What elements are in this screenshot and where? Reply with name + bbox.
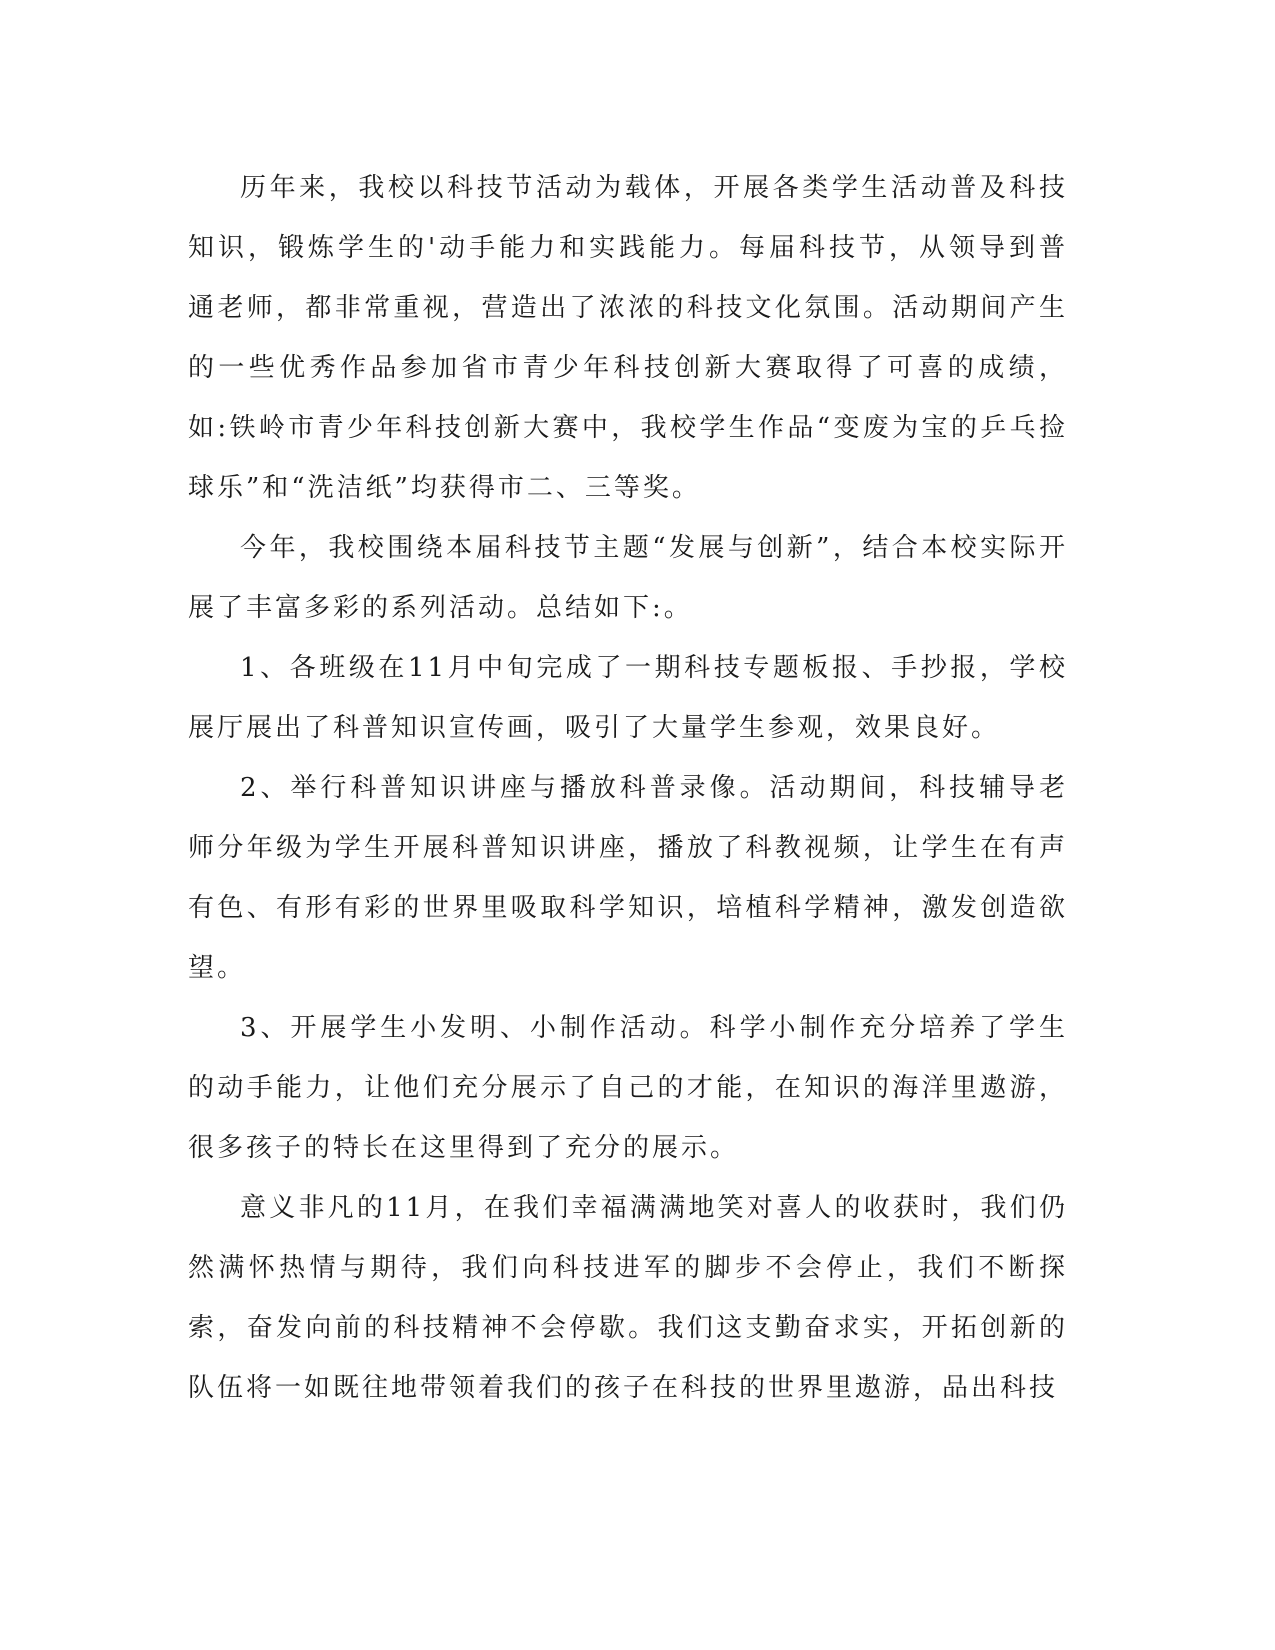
paragraph-conclusion: 意义非凡的11月，在我们幸福满满地笑对喜人的收获时，我们仍然满怀热情与期待，我们向科技进军的脚步不会停止，我们不断探索，奋发向前的科技精神不会停歇。我们这支勤奋求实，开拓创新的队伍将一如既往地带领着我们的孩子在科技的世界里遨游，品出科技 (188, 1193, 1068, 1403)
paragraph-item-1: 1、各班级在11月中旬完成了一期科技专题板报、手抄报，学校展厅展出了科普知识宣传画，吸引了大量学生参观，效果良好。 (188, 653, 1068, 743)
paragraph-history: 历年来，我校以科技节活动为载体，开展各类学生活动普及科技知识，锻炼学生的'动手能力和实践能力。每届科技节，从领导到普通老师，都非常重视，营造出了浓浓的科技文化氛围。活动期间产生的一些优秀作品参加省市青少年科技创新大赛取得了可喜的成绩，如:铁岭市青少年科技创新大赛中，我校学生作品“变废为宝的乒乓捡球乐”和“洗洁纸”均获得市二、三等奖。 (188, 173, 1068, 503)
paragraph-item-3: 3、开展学生小发明、小制作活动。科学小制作充分培养了学生的动手能力，让他们充分展示了自己的才能，在知识的海洋里遨游，很多孩子的特长在这里得到了充分的展示。 (188, 1013, 1068, 1163)
paragraph-item-2: 2、举行科普知识讲座与播放科普录像。活动期间，科技辅导老师分年级为学生开展科普知识讲座，播放了科教视频，让学生在有声有色、有形有彩的世界里吸取科学知识，培植科学精神，激发创造欲望。 (188, 773, 1068, 983)
document-body (188, 158, 1068, 1418)
paragraph-theme: 今年，我校围绕本届科技节主题“发展与创新”，结合本校实际开展了丰富多彩的系列活动。总结如下:。 (188, 533, 1068, 623)
